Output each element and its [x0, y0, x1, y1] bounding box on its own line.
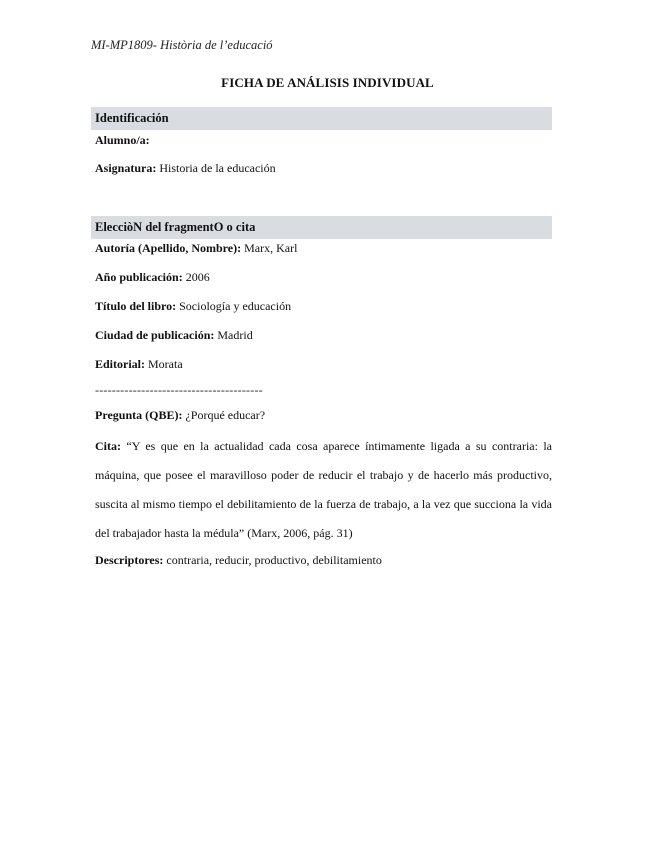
ciudad-label: Ciudad de publicación:: [95, 328, 215, 342]
editorial-label: Editorial:: [95, 357, 145, 371]
titulo-row: [95, 298, 552, 314]
cita-label: Cita:: [95, 439, 121, 453]
course-header: MI-MP1809- Història de l’educació: [91, 38, 273, 52]
cita-paragraph: [95, 432, 552, 548]
descriptores-value: contraria, reducir, productivo, debilitamiento: [163, 553, 382, 567]
editorial-row: [95, 356, 552, 372]
descriptores-row: [95, 552, 552, 568]
ciudad-value: Madrid: [214, 328, 253, 342]
asignatura-label: Asignatura:: [95, 161, 157, 175]
pregunta-label: Pregunta: [95, 408, 143, 422]
anio-row: [95, 269, 552, 285]
pregunta-qbe: (QBE):: [142, 408, 183, 422]
section-identificacion-heading: Identificación: [91, 107, 552, 130]
descriptores-label: Descriptores:: [95, 553, 164, 567]
alumno-row: [95, 132, 552, 148]
cita-value: “Y es que en la actualidad cada cosa aparece íntimamente ligada a su contraria: la máquina, que posee el maravilloso poder de reducir el trabajo y de hacerlo más productivo, suscita al mismo tiempo el debilitamiento de la fuerza de trabajo, a la vez que succiona la vida del trabajador hasta la médula” (Marx, 2006, pág. 31): [95, 439, 552, 540]
pregunta-value: ¿Porqué educar?: [182, 408, 266, 422]
anio-value: 2006: [182, 270, 210, 284]
asignatura-value: Historia de la educación: [156, 161, 276, 175]
editorial-value: Morata: [145, 357, 183, 371]
asignatura-row: [95, 160, 552, 176]
autoria-label: Autoría (Apellido, Nombre):: [95, 241, 242, 255]
alumno-label: Alumno/a:: [95, 133, 150, 147]
dashed-divider: ----------------------------------------: [95, 383, 263, 397]
titulo-value: Sociología y educación: [176, 299, 292, 313]
document-title: FICHA DE ANÁLISIS INDIVIDUAL: [221, 75, 434, 90]
anio-label: Año publicación:: [95, 270, 183, 284]
autoria-value: Marx, Karl: [241, 241, 298, 255]
titulo-label: Título del libro:: [95, 299, 177, 313]
ciudad-row: [95, 327, 552, 343]
section-eleccion-heading: ElecciòN del fragmentO o cita: [91, 216, 552, 239]
pregunta-row: [95, 407, 552, 423]
autoria-row: [95, 240, 552, 256]
